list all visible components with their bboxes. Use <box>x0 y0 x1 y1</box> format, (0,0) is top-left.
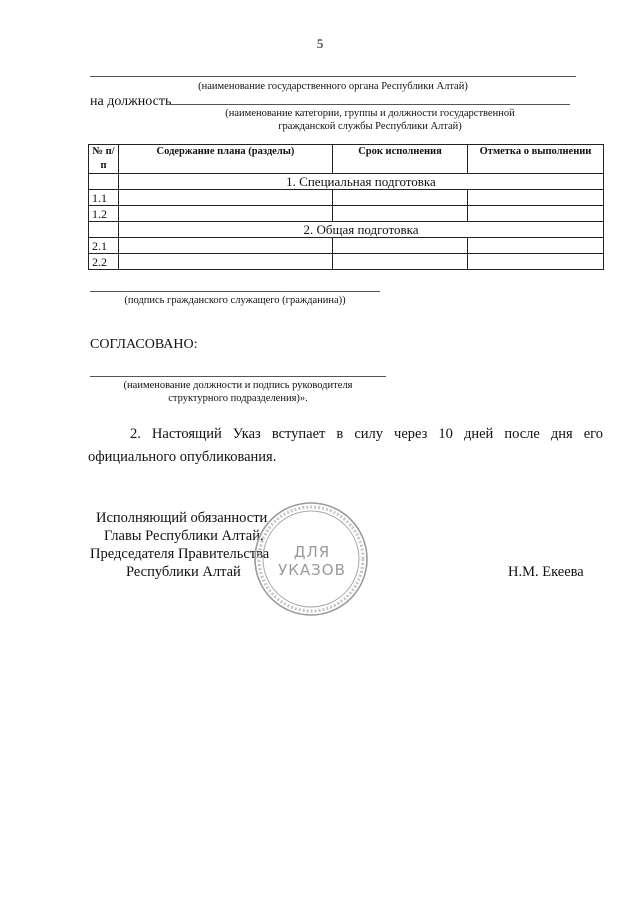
signatory-line-1: Исполняющий обязанности <box>96 510 268 526</box>
manager-signature-line <box>90 376 386 377</box>
section-row <box>89 174 604 190</box>
org-caption: (наименование государственного органа Республики Алтай) <box>198 81 468 92</box>
signatory-line-2: Главы Республики Алтай, <box>104 528 264 544</box>
signatory-name: Н.М. Екеева <box>508 564 584 580</box>
row-number: 2.1 <box>89 238 119 254</box>
header-deadline: Срок исполнения <box>333 145 468 174</box>
plan-table <box>88 144 604 270</box>
stamp-line-1: ДЛЯ <box>293 543 331 561</box>
position-caption-1: (наименование категории, группы и должности государственной <box>225 108 515 119</box>
manager-caption-2: структурного подразделения)». <box>168 393 308 404</box>
position-label: на должность <box>90 94 172 109</box>
table-header-row <box>89 145 604 174</box>
decree-paragraph <box>88 423 603 469</box>
manager-caption-1: (наименование должности и подпись руководителя <box>123 380 353 391</box>
paragraph-line-2: официального опубликования. <box>88 449 277 465</box>
paragraph-line-1: 2. Настоящий Указ вступает в силу через 10 дней после дня его <box>130 426 603 442</box>
row-number: 2.2 <box>89 254 119 270</box>
row-number: 1.2 <box>89 206 119 222</box>
official-stamp <box>252 500 370 618</box>
position-caption-2: гражданской службы Республики Алтай) <box>278 121 462 132</box>
signatory-line-3: Председателя Правительства <box>90 546 270 562</box>
section-special-training: 1. Специальная подготовка <box>119 174 604 190</box>
approved-label: СОГЛАСОВАНО: <box>90 337 198 352</box>
header-number: № п/п <box>89 145 119 174</box>
signatory-line-4: Республики Алтай <box>126 564 241 580</box>
stamp-line-2: УКАЗОВ <box>278 561 346 579</box>
employee-signature-caption: (подпись гражданского служащего (гражданина)) <box>124 295 346 306</box>
section-row <box>89 222 604 238</box>
header-status: Отметка о выполнении <box>468 145 604 174</box>
org-name-line <box>90 76 576 77</box>
table-row <box>89 238 604 254</box>
position-line <box>170 104 570 105</box>
page-number: 5 <box>316 36 324 51</box>
header-content: Содержание плана (разделы) <box>119 145 333 174</box>
table-row <box>89 190 604 206</box>
table-row <box>89 206 604 222</box>
row-number: 1.1 <box>89 190 119 206</box>
employee-signature-line <box>90 291 380 292</box>
section-general-training: 2. Общая подготовка <box>119 222 604 238</box>
table-row <box>89 254 604 270</box>
